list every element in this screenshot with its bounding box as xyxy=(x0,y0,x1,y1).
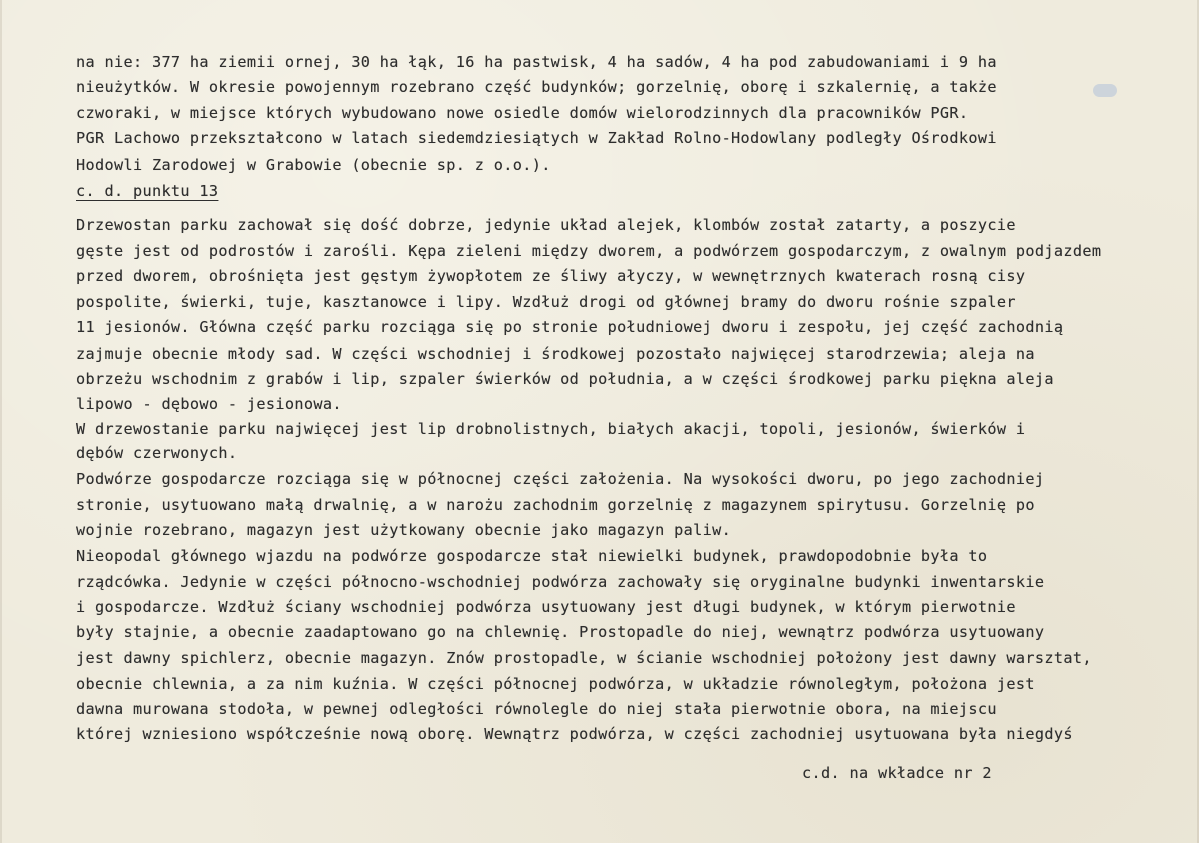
text-line: dawna murowana stodoła, w pewnej odległości równolegle do niej stała pierwotnie obora, na miejscu xyxy=(76,700,997,718)
text-line: rządcówka. Jedynie w części północno-wschodniej podwórza zachowały się oryginalne budynki inwentarskie xyxy=(76,573,1045,591)
text-line: Nieopodal głównego wjazdu na podwórze gospodarcze stał niewielki budynek, prawdopodobnie była to xyxy=(76,547,988,565)
page-edge-left xyxy=(0,0,2,843)
text-line: Podwórze gospodarcze rozciąga się w północnej części założenia. Na wysokości dworu, po jego zachodniej xyxy=(76,470,1045,488)
text-line: i gospodarcze. Wzdłuż ściany wschodniej podwórza usytuowany jest długi budynek, w którym pierwotnie xyxy=(76,598,1016,616)
text-line: pospolite, świerki, tuje, kasztanowce i lipy. Wzdłuż drogi od głównej bramy do dworu rośnie szpaler xyxy=(76,293,1016,311)
text-line: wojnie rozebrano, magazyn jest użytkowany obecnie jako magazyn paliw. xyxy=(76,521,732,539)
text-line: na nie: 377 ha ziemii ornej, 30 ha łąk, 16 ha pastwisk, 4 ha sadów, 4 ha pod zabudowaniami i 9 ha xyxy=(76,53,997,71)
text-line: W drzewostanie parku najwięcej jest lip drobnolistnych, białych akacji, topoli, jesionów, świerków i xyxy=(76,420,1026,438)
text-line: przed dworem, obrośnięta jest gęstym żywopłotem ze śliwy ałyczy, w wewnętrznych kwaterach rosną cisy xyxy=(76,267,1026,285)
text-line: obrzeżu wschodnim z grabów i lip, szpaler świerków od południa, a w części środkowej parku piękna aleja xyxy=(76,370,1054,388)
text-line: czworaki, w miejsce których wybudowano nowe osiedle domów wielorodzinnych dla pracowników PGR. xyxy=(76,104,969,122)
text-line: PGR Lachowo przekształcono w latach siedemdziesiątych w Zakład Rolno-Hodowlany podległy Ośrodkowi xyxy=(76,129,997,147)
text-line: 11 jesionów. Główna część parku rozciąga się po stronie południowej dworu i zespołu, jej część zachodnią xyxy=(76,318,1064,336)
text-line: obecnie chlewnia, a za nim kuźnia. W części północnej podwórza, w układzie równoległym, położona jest xyxy=(76,675,1035,693)
text-line: Drzewostan parku zachował się dość dobrze, jedynie układ alejek, klombów został zatarty, a poszycie xyxy=(76,216,1016,234)
text-line: jest dawny spichlerz, obecnie magazyn. Znów prostopadle, w ścianie wschodniej położony jest dawny warsztat, xyxy=(76,649,1092,667)
ink-smudge xyxy=(1093,84,1117,97)
text-line: nieużytków. W okresie powojennym rozebrano część budynków; gorzelnię, oborę i szkalernię, a także xyxy=(76,78,997,96)
text-line: zajmuje obecnie młody sad. W części wschodniej i środkowej pozostało najwięcej starodrzewia; aleja na xyxy=(76,345,1035,363)
text-line: były stajnie, a obecnie zaadaptowano go na chlewnię. Prostopadle do niej, wewnątrz podwórza usytuowany xyxy=(76,623,1045,641)
text-line: której wzniesiono współcześnie nową oborę. Wewnątrz podwórza, w części zachodniej usytuowana była niegdyś xyxy=(76,725,1073,743)
text-line: stronie, usytuowano małą drwalnię, a w narożu zachodnim gorzelnię z magazynem spirytusu. Gorzelnię po xyxy=(76,496,1035,514)
section-heading: c. d. punktu 13 xyxy=(76,182,219,200)
text-line: lipowo - dębowo - jesionowa. xyxy=(76,395,342,413)
text-line: gęste jest od podrostów i zarośli. Kępa zieleni między dworem, a podwórzem gospodarczym, z owalnym podjazdem xyxy=(76,242,1102,260)
text-line: Hodowli Zarodowej w Grabowie (obecnie sp. z o.o.). xyxy=(76,156,551,174)
text-line: dębów czerwonych. xyxy=(76,444,238,462)
continuation-note: c.d. na wkładce nr 2 xyxy=(802,764,992,782)
